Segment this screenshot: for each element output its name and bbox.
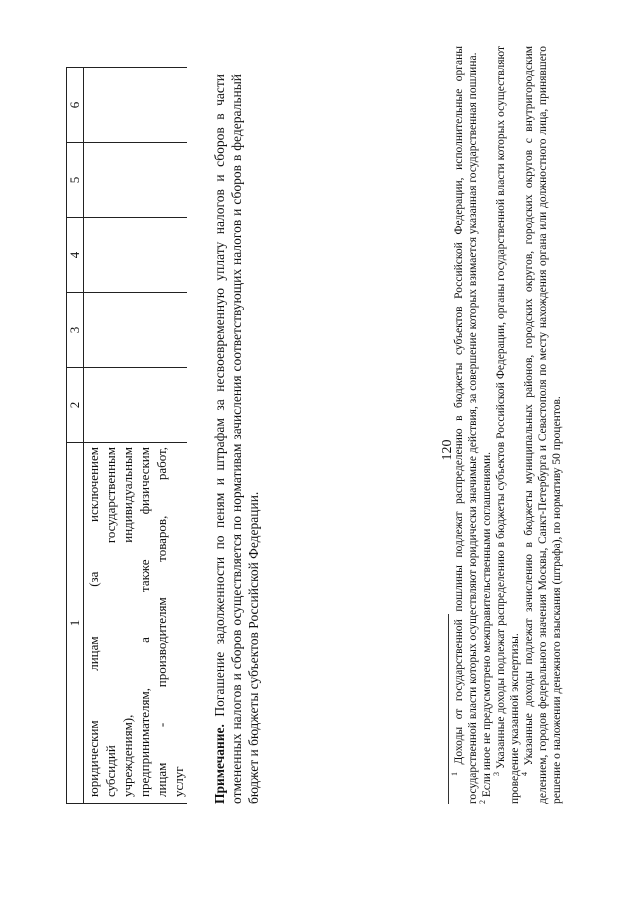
note-label: Примечание.: [212, 724, 227, 804]
cell-text: [84, 443, 187, 803]
footnote: [494, 46, 522, 804]
footnote-mark: 1: [450, 772, 460, 776]
footnote-text: Указанные доходы подлежат зачислению в бюджеты муниципальных районов, городских округов, городских округов с внутригородским делением, городов федерального значения Москвы, Санкт-Петербурга и Севастополя по месту нахождения органа или должностного лица, принявшего решение о наложении денежного взыскания (штрафа), по нормативу 50 процентов.: [523, 46, 563, 804]
cell-line: юридическим лицам (за исключением: [86, 447, 101, 797]
footnote-mark: 2: [478, 800, 488, 804]
table-cell: [84, 293, 188, 368]
page-number: 120: [440, 439, 455, 461]
cell-line: предпринимателям, а также физическим: [137, 447, 152, 797]
revenue-table: [66, 67, 187, 804]
cell-line: лицам - производителям товаров, работ,: [154, 447, 169, 797]
column-header: 3: [67, 293, 84, 368]
footnote: [522, 46, 564, 804]
footnote: [452, 46, 480, 804]
footnote-divider: [448, 614, 449, 804]
column-header: 4: [67, 218, 84, 293]
footnote-text: Указанные доходы подлежат распределению в бюджеты субъектов Российской Федерации, органы государственной власти которых осуществляют проведение указанной экспертизы.: [495, 46, 521, 804]
column-header: 2: [67, 368, 84, 443]
footnote-text: Доходы от государственной пошлины подлежат распределению в бюджеты субъектов Российской Федерации, исполнительные органы государственной власти которых осуществляют юридически значимые действия, за совершение которых взимается указанная государственная пошлина.: [453, 46, 479, 804]
cell-line: услуг: [171, 766, 186, 797]
footnote: [480, 46, 494, 804]
table-cell: [84, 143, 188, 218]
table-cell: [84, 368, 188, 443]
footnotes: [452, 46, 564, 804]
note-paragraph: [211, 74, 262, 804]
footnote-text: Если иное не предусмотрено межправительственными соглашениями.: [481, 452, 493, 800]
table-cell: [84, 218, 188, 293]
footnote-mark: 4: [520, 772, 530, 776]
table-row: [84, 68, 188, 804]
column-header: 6: [67, 68, 84, 143]
cell-line: учреждениям), индивидуальным: [120, 447, 135, 797]
column-header: 5: [67, 143, 84, 218]
note-text: Погашение задолженности по пеням и штрафам за несвоевременную уплату налогов и сборов в части отмененных налогов и сборов осуществляется по нормативам зачисления соответствующих налогов и сборов в федеральный бюджет и бюджеты субъектов Российской Федерации.: [212, 74, 261, 804]
footnote-mark: 3: [492, 772, 502, 776]
cell-line: субсидий государственным: [103, 447, 118, 797]
table-cell: [84, 443, 188, 804]
column-header: 1: [67, 443, 84, 804]
table-header-row: [67, 68, 84, 804]
table-cell: [84, 68, 188, 143]
